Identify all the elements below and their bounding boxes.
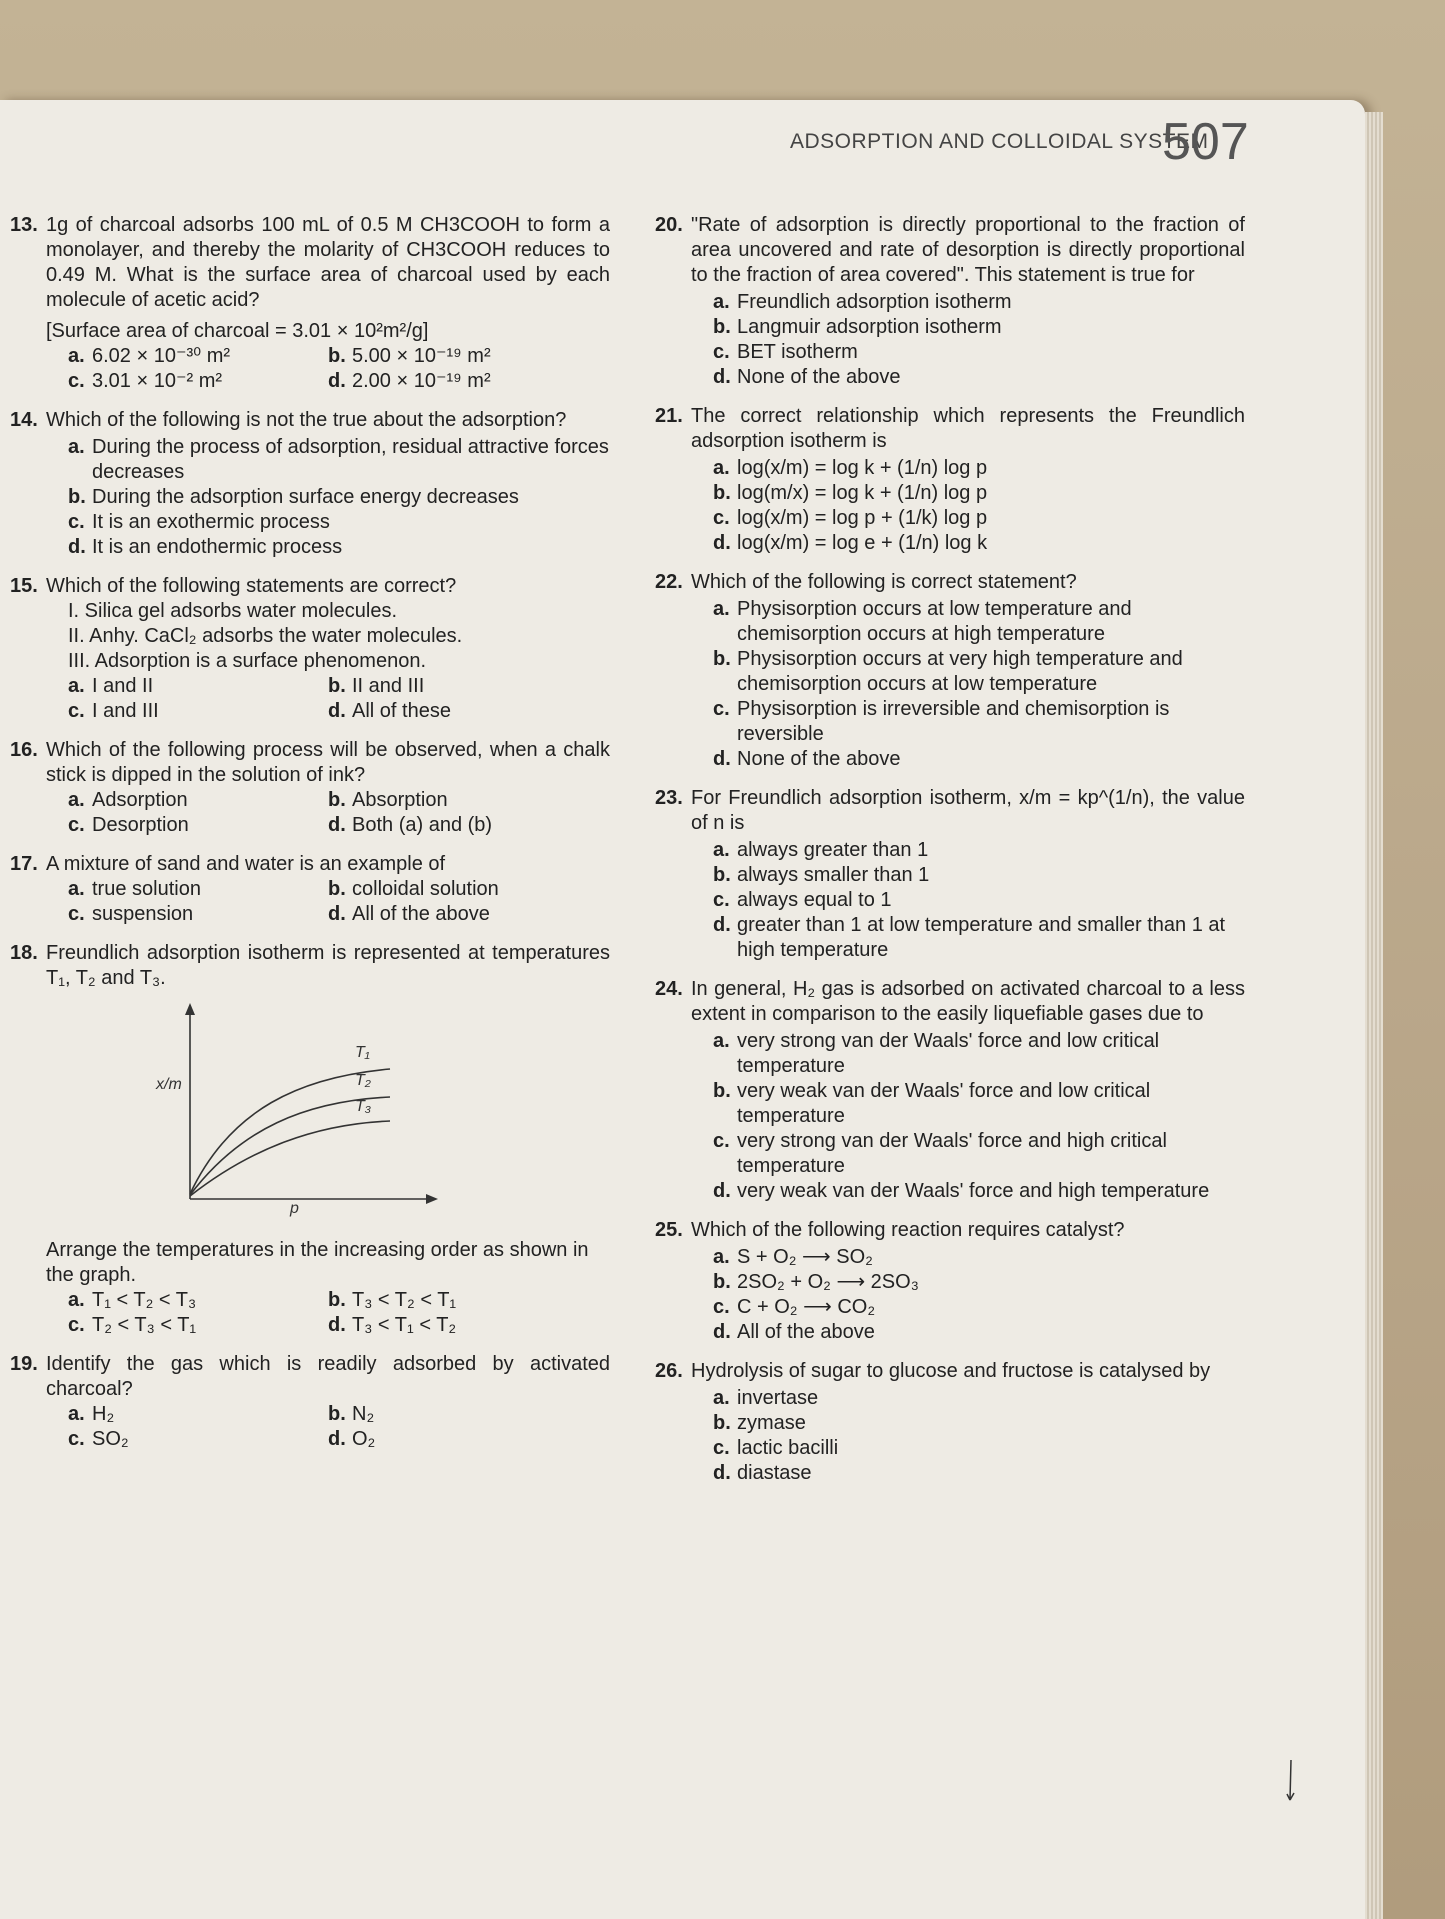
option-letter: a.	[713, 1246, 730, 1268]
question-head	[655, 1218, 1245, 1243]
question-number: 14.	[10, 409, 38, 431]
pen-mark	[1285, 1760, 1297, 1820]
option-letter: a.	[68, 1289, 85, 1311]
option-letter: a.	[68, 1403, 85, 1425]
option-letter: d.	[68, 536, 86, 558]
option-letter: b.	[713, 1412, 731, 1434]
option-list	[68, 1288, 610, 1338]
question-number: 18.	[10, 942, 38, 964]
option-text: It is an endothermic process	[92, 536, 343, 558]
option	[328, 674, 588, 699]
option-letter: d.	[713, 1462, 731, 1484]
option	[328, 902, 588, 927]
option-letter: b.	[328, 789, 346, 811]
option	[68, 877, 328, 902]
option-letter: b.	[328, 1289, 346, 1311]
option	[713, 1295, 1245, 1320]
statement: III. Adsorption is a surface phenomenon.	[68, 650, 426, 672]
option-text: Both (a) and (b)	[352, 814, 493, 836]
question-text: The correct relationship which represents the Freundlich adsorption isotherm is	[691, 405, 1245, 452]
question-block	[10, 574, 610, 724]
option-letter: b.	[713, 482, 731, 504]
option-list	[713, 838, 1245, 963]
option-text: 3.01 × 10⁻² m²	[92, 370, 223, 392]
option	[713, 456, 1245, 481]
option-letter: a.	[68, 436, 85, 458]
option-letter: a.	[68, 878, 85, 900]
option-letter: c.	[713, 1296, 730, 1318]
option-letter: d.	[328, 1428, 346, 1450]
option-text: H₂	[92, 1403, 115, 1425]
option-text: very weak van der Waals' force and high temperature	[737, 1180, 1210, 1202]
option	[68, 344, 328, 369]
option	[68, 674, 328, 699]
option-text: greater than 1 at low temperature and smaller than 1 at high temperature	[737, 914, 1226, 961]
option-text: very strong van der Waals' force and low critical temperature	[737, 1030, 1160, 1077]
option	[328, 877, 588, 902]
option	[713, 747, 1245, 772]
question-text: Which of the following is not the true about the adsorption?	[46, 409, 567, 431]
option-letter: d.	[713, 1180, 731, 1202]
option	[713, 1270, 1245, 1295]
question-text: Which of the following statements are correct?	[46, 575, 457, 597]
option-list	[68, 674, 610, 724]
question-head	[655, 570, 1245, 595]
option-text: T₁ < T₂ < T₃	[92, 1289, 197, 1311]
left-column	[10, 213, 610, 1466]
option-text: I and II	[92, 675, 154, 697]
option-text: Langmuir adsorption isotherm	[737, 316, 1002, 338]
y-axis-arrow	[185, 1003, 195, 1015]
question-followup: Arrange the temperatures in the increasing order as shown in the graph.	[46, 1239, 589, 1286]
option	[713, 863, 1245, 888]
question-number: 24.	[655, 978, 683, 1000]
option-letter: a.	[68, 675, 85, 697]
option-letter: b.	[713, 1271, 731, 1293]
question-head	[655, 1359, 1245, 1384]
option-letter: d.	[713, 914, 731, 936]
option	[328, 699, 588, 724]
option	[713, 1461, 1245, 1486]
question-block	[655, 213, 1245, 390]
question-text: In general, H₂ gas is adsorbed on activated charcoal to a less extent in comparison to the easily liquefiable gases due to	[691, 978, 1245, 1025]
option-text: very weak van der Waals' force and low critical temperature	[737, 1080, 1151, 1127]
option-letter: c.	[68, 511, 85, 533]
option-letter: a.	[713, 839, 730, 861]
option-text: very strong van der Waals' force and high critical temperature	[737, 1130, 1167, 1177]
option-letter: c.	[713, 341, 730, 363]
option-list	[713, 1029, 1245, 1204]
option-letter: a.	[713, 457, 730, 479]
question-number: 21.	[655, 405, 683, 427]
option-text: invertase	[737, 1387, 819, 1409]
option-letter: c.	[713, 1437, 730, 1459]
option	[328, 788, 588, 813]
option	[328, 1427, 588, 1452]
option	[68, 813, 328, 838]
question-number: 17.	[10, 853, 38, 875]
question-number: 22.	[655, 571, 683, 593]
page-number: 507	[1162, 113, 1249, 171]
option-letter: b.	[713, 316, 731, 338]
question-head	[10, 852, 610, 877]
option-letter: c.	[713, 1130, 730, 1152]
option-text: All of these	[352, 700, 451, 722]
option-text: T₂ < T₃ < T₁	[92, 1314, 197, 1336]
option	[713, 1079, 1245, 1129]
option	[713, 888, 1245, 913]
option-letter: b.	[713, 648, 731, 670]
option-letter: c.	[713, 889, 730, 911]
question-text: Which of the following is correct statement?	[691, 571, 1077, 593]
question-number: 26.	[655, 1360, 683, 1382]
option	[713, 1245, 1245, 1270]
option-text: Adsorption	[92, 789, 188, 811]
option-text: All of the above	[352, 903, 490, 925]
option	[713, 913, 1245, 963]
question-number: 15.	[10, 575, 38, 597]
option	[328, 1313, 588, 1338]
option-text: always smaller than 1	[737, 864, 930, 886]
option-letter: b.	[328, 878, 346, 900]
option-list	[68, 1402, 610, 1452]
option	[713, 290, 1245, 315]
option	[713, 1179, 1245, 1204]
option	[713, 1129, 1245, 1179]
option-text: zymase	[737, 1412, 806, 1434]
question-number: 20.	[655, 214, 683, 236]
question-block	[655, 786, 1245, 963]
question-number: 25.	[655, 1219, 683, 1241]
option	[68, 1288, 328, 1313]
question-number: 13.	[10, 214, 38, 236]
option	[713, 340, 1245, 365]
option-letter: b.	[328, 675, 346, 697]
option-text: I and III	[92, 700, 159, 722]
option-letter: c.	[68, 814, 85, 836]
question-number: 19.	[10, 1353, 38, 1375]
option-text: log(x/m) = log e + (1/n) log k	[737, 532, 988, 554]
option-text: lactic bacilli	[737, 1437, 839, 1459]
page-edges	[1365, 112, 1383, 1919]
option-letter: b.	[713, 864, 731, 886]
question-text: "Rate of adsorption is directly proportional to the fraction of area uncovered and rate of desorption is directly proportional to the fraction of area covered". This statement is true for	[691, 214, 1245, 286]
question-head	[10, 408, 610, 433]
option	[328, 813, 588, 838]
option-text: During the process of adsorption, residual attractive forces decreases	[92, 436, 609, 483]
option-letter: a.	[68, 345, 85, 367]
option	[328, 1402, 588, 1427]
curve-label: T₃	[355, 1098, 372, 1115]
option-letter: d.	[328, 370, 346, 392]
question-block	[10, 852, 610, 927]
question-number: 23.	[655, 787, 683, 809]
question-block	[655, 404, 1245, 556]
option-letter: c.	[68, 1428, 85, 1450]
option-text: always equal to 1	[737, 889, 892, 911]
option-text: II and III	[352, 675, 425, 697]
option-letter: a.	[713, 598, 730, 620]
option-text: 2SO₂ + O₂ ⟶ 2SO₃	[737, 1271, 919, 1293]
option-letter: c.	[68, 903, 85, 925]
option	[68, 699, 328, 724]
question-head	[655, 404, 1245, 454]
option	[68, 435, 610, 485]
option-text: During the adsorption surface energy decreases	[92, 486, 519, 508]
option-text: 5.00 × 10⁻¹⁹ m²	[352, 345, 491, 367]
question-text: Identify the gas which is readily adsorbed by activated charcoal?	[46, 1353, 610, 1400]
option-list	[713, 456, 1245, 556]
running-head: ADSORPTION AND COLLOIDAL SYSTEM	[790, 130, 1209, 153]
option	[713, 481, 1245, 506]
option-text: log(x/m) = log p + (1/k) log p	[737, 507, 988, 529]
option-letter: d.	[713, 1321, 731, 1343]
option-letter: b.	[68, 486, 86, 508]
option-letter: c.	[68, 1314, 85, 1336]
option-text: diastase	[737, 1462, 812, 1484]
question-block	[10, 941, 610, 1338]
question-text: Hydrolysis of sugar to glucose and fructose is catalysed by	[691, 1360, 1211, 1382]
x-axis-label: p	[290, 1200, 299, 1217]
option-text: It is an exothermic process	[92, 511, 330, 533]
question-head	[10, 738, 610, 788]
question-head	[655, 786, 1245, 836]
question-note: [Surface area of charcoal = 3.01 × 10²m²/g]	[46, 320, 429, 342]
option-text: log(x/m) = log k + (1/n) log p	[737, 457, 988, 479]
option	[713, 315, 1245, 340]
question-block	[10, 408, 610, 560]
question-head	[10, 574, 610, 599]
question-block	[655, 1218, 1245, 1345]
question-block	[655, 1359, 1245, 1486]
question-head	[10, 1352, 610, 1402]
option	[713, 597, 1245, 647]
option-text: Physisorption is irreversible and chemisorption is reversible	[737, 698, 1170, 745]
option-letter: a.	[713, 1030, 730, 1052]
option-text: None of the above	[737, 748, 901, 770]
option	[713, 1411, 1245, 1436]
option-list	[713, 290, 1245, 390]
option-letter: d.	[713, 748, 731, 770]
statement: II. Anhy. CaCl₂ adsorbs the water molecules.	[68, 625, 463, 647]
isotherm-curve	[190, 1121, 390, 1196]
option-letter: b.	[328, 345, 346, 367]
option	[68, 1427, 328, 1452]
option	[713, 1029, 1245, 1079]
option-text: T₃ < T₂ < T₁	[352, 1289, 457, 1311]
option-text: always greater than 1	[737, 839, 929, 861]
option-text: SO₂	[92, 1428, 129, 1450]
question-block	[655, 977, 1245, 1204]
option-letter: d.	[713, 532, 731, 554]
option-list	[68, 435, 610, 560]
option	[713, 1320, 1245, 1345]
option	[68, 1313, 328, 1338]
option	[713, 838, 1245, 863]
option	[713, 647, 1245, 697]
statement: I. Silica gel adsorbs water molecules.	[68, 600, 398, 622]
question-head	[655, 213, 1245, 288]
option-text: N₂	[352, 1403, 375, 1425]
option	[328, 369, 588, 394]
question-head	[10, 213, 610, 313]
option-text: BET isotherm	[737, 341, 858, 363]
option	[68, 510, 610, 535]
option	[68, 1402, 328, 1427]
right-column	[655, 213, 1245, 1500]
option-letter: c.	[713, 698, 730, 720]
option-letter: c.	[68, 700, 85, 722]
option-list	[68, 877, 610, 927]
option-text: None of the above	[737, 366, 901, 388]
option-letter: d.	[328, 1314, 346, 1336]
option-text: Physisorption occurs at low temperature and chemisorption occurs at high temperature	[737, 598, 1132, 645]
option	[713, 506, 1245, 531]
y-axis-label: x/m	[156, 1076, 182, 1093]
option-text: Freundlich adsorption isotherm	[737, 291, 1012, 313]
curve-label: T₁	[355, 1044, 370, 1061]
option-text: suspension	[92, 903, 194, 925]
option-letter: b.	[328, 1403, 346, 1425]
option-text: C + O₂ ⟶ CO₂	[737, 1296, 876, 1318]
curve-label: T₂	[355, 1072, 371, 1089]
option	[713, 1436, 1245, 1461]
option-letter: a.	[713, 1387, 730, 1409]
option-list	[713, 1245, 1245, 1345]
option-letter: d.	[328, 814, 346, 836]
question-text: For Freundlich adsorption isotherm, x/m = kp^(1/n), the value of n is	[691, 787, 1245, 834]
option-letter: d.	[328, 903, 346, 925]
option-text: Physisorption occurs at very high temperature and chemisorption occurs at low temperature	[737, 648, 1183, 695]
question-text: Which of the following reaction requires catalyst?	[691, 1219, 1125, 1241]
option-letter: d.	[713, 366, 731, 388]
option-text: All of the above	[737, 1321, 875, 1343]
option	[713, 697, 1245, 747]
option-letter: b.	[713, 1080, 731, 1102]
option	[713, 1386, 1245, 1411]
option-text: colloidal solution	[352, 878, 499, 900]
option	[68, 369, 328, 394]
question-head	[655, 977, 1245, 1027]
option	[713, 531, 1245, 556]
option	[68, 535, 610, 560]
option-letter: a.	[68, 789, 85, 811]
question-text: Which of the following process will be observed, when a chalk stick is dipped in the solution of ink?	[46, 739, 610, 786]
option-text: log(m/x) = log k + (1/n) log p	[737, 482, 988, 504]
question-text: Freundlich adsorption isotherm is represented at temperatures T₁, T₂ and T₃.	[46, 942, 610, 989]
option-list	[68, 344, 610, 394]
option	[328, 344, 588, 369]
option-text: T₃ < T₁ < T₂	[352, 1314, 457, 1336]
option-letter: c.	[713, 507, 730, 529]
option	[328, 1288, 588, 1313]
question-block	[10, 738, 610, 838]
option-list	[713, 1386, 1245, 1486]
question-number: 16.	[10, 739, 38, 761]
option-text: O₂	[352, 1428, 376, 1450]
option-letter: d.	[328, 700, 346, 722]
question-text: 1g of charcoal adsorbs 100 mL of 0.5 M CH3COOH to form a monolayer, and thereby the molarity of CH3COOH reduces to 0.49 M. What is the surface area of charcoal used by each molecule of acetic acid?	[46, 214, 610, 311]
option-text: 6.02 × 10⁻³⁰ m²	[92, 345, 231, 367]
question-text: A mixture of sand and water is an example of	[46, 853, 446, 875]
option-text: 2.00 × 10⁻¹⁹ m²	[352, 370, 491, 392]
question-block	[10, 213, 610, 394]
option-text: Absorption	[352, 789, 448, 811]
option	[68, 485, 610, 510]
option-list	[68, 788, 610, 838]
option	[68, 788, 328, 813]
option-letter: a.	[713, 291, 730, 313]
question-block	[655, 570, 1245, 772]
statement-list	[68, 599, 610, 674]
option-text: true solution	[92, 878, 201, 900]
option-letter: c.	[68, 370, 85, 392]
option-text: Desorption	[92, 814, 189, 836]
option-text: S + O₂ ⟶ SO₂	[737, 1246, 873, 1268]
x-axis-arrow	[426, 1194, 438, 1204]
question-head	[10, 941, 610, 991]
isotherm-graph	[90, 999, 450, 1219]
question-block	[10, 1352, 610, 1452]
option	[713, 365, 1245, 390]
option-list	[713, 597, 1245, 772]
option	[68, 902, 328, 927]
